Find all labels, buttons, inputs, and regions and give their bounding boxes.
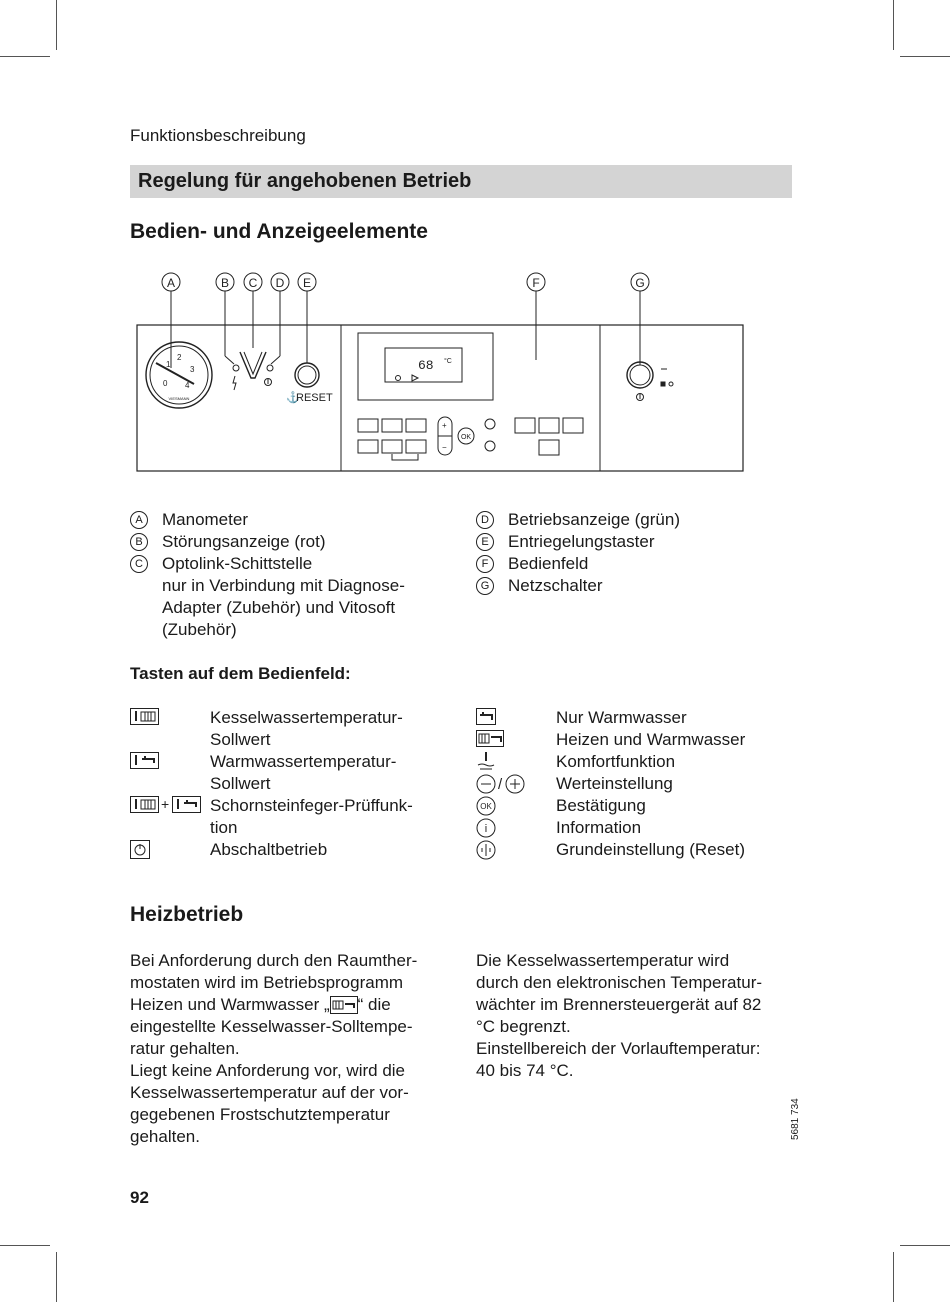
svg-text:G: G — [635, 276, 645, 290]
crop-mark — [900, 1245, 950, 1246]
svg-text:4: 4 — [185, 381, 190, 390]
legend-item-f: F Bedienfeld — [476, 553, 796, 575]
key-row-standby: Abschaltbetrieb — [130, 839, 460, 861]
legend-left — [130, 509, 460, 641]
heating-heading: Heizbetrieb — [130, 903, 244, 926]
key-row-comfort: Komfortfunktion — [476, 751, 806, 773]
svg-text:VIESMANN: VIESMANN — [168, 396, 190, 401]
svg-text:C: C — [248, 276, 258, 290]
heating-dhw-inline-icon — [330, 996, 358, 1014]
legend-item-a: A Manometer — [130, 509, 460, 531]
keys-left — [130, 707, 460, 861]
legend-item-e: E Entriegelungstaster — [476, 531, 796, 553]
chapter-banner — [130, 165, 792, 198]
main-switch-shape — [627, 362, 673, 401]
svg-text:2: 2 — [177, 353, 182, 362]
keys-right — [476, 707, 806, 861]
svg-text:OK: OK — [480, 802, 492, 811]
svg-text:⚓: ⚓ — [286, 392, 300, 404]
svg-text:°C: °C — [444, 358, 452, 365]
svg-text:/: / — [498, 776, 503, 793]
legend-item-d: D Betriebsanzeige (grün) — [476, 509, 796, 531]
chimney-test-icon — [130, 795, 202, 819]
section-title: Funktionsbeschreibung — [130, 126, 306, 145]
svg-text:+: + — [442, 421, 447, 430]
control-panel-diagram — [130, 268, 750, 478]
crop-mark — [56, 0, 57, 50]
svg-text:F: F — [532, 276, 540, 290]
crop-mark — [900, 56, 950, 57]
callout-e — [298, 273, 316, 291]
key-row-reset: Grundeinstellung (Reset) — [476, 839, 806, 861]
crop-mark — [0, 1245, 50, 1246]
inline-icon-line: Heizen und Warmwasser „ “ die — [130, 995, 391, 1014]
key-row-ok: OK Bestätigung — [476, 795, 806, 817]
reset-button-shape — [286, 363, 333, 404]
callout-c — [244, 273, 262, 291]
svg-text:B: B — [220, 276, 230, 290]
page-number: 92 — [130, 1188, 149, 1207]
key-row-boiler-temp: Kesselwassertemperatur- Sollwert — [130, 707, 460, 751]
key-row-minus-plus: / Werteinstellung — [476, 773, 806, 795]
svg-text:D: D — [275, 276, 285, 290]
callout-b — [216, 273, 234, 291]
crop-mark — [893, 1252, 894, 1302]
crop-mark — [893, 0, 894, 50]
document-number: 5681 734 — [790, 1098, 801, 1140]
key-row-heating-dhw: Heizen und Warmwasser — [476, 729, 806, 751]
callout-a — [162, 273, 180, 291]
callout-f — [527, 273, 545, 291]
legend-right — [476, 509, 796, 597]
svg-text:OK: OK — [460, 434, 472, 441]
svg-text:+: + — [161, 796, 170, 812]
heating-text-left: Bei Anforderung durch den Raumther- mostaten wird im Betriebsprogramm Heizen und Warmwasser „ “ die eingestellte Kesselwasser-Solltempe- ratur gehalten. Liegt keine Anforderung vor, wird die Kesselwassertemperatur auf der vor- gegebenen Frostschutztemperatur gehalten. — [130, 950, 460, 1148]
heating-text-right: Die Kesselwassertemperatur wird durch den elektronischen Temperatur- wächter im Brennersteuergerät auf 82 °C begrenzt. Einstellbereich der Vorlauftemperatur: 40 bis 74 °C. — [476, 951, 763, 1080]
dhw-temp-icon — [130, 751, 160, 775]
svg-text:i: i — [484, 823, 488, 835]
key-row-chimney-test: + Schornsteinfeger-Prüffunk- tion — [130, 795, 460, 839]
key-row-info: i Information — [476, 817, 806, 839]
svg-text:3: 3 — [190, 365, 195, 374]
svg-text:A: A — [166, 276, 176, 290]
chapter-title: Regelung für angehobenen Betrieb — [138, 170, 472, 192]
controls-heading: Bedien- und Anzeigeelemente — [130, 220, 428, 243]
legend-item-g: G Netzschalter — [476, 575, 796, 597]
key-row-dhw-only: Nur Warmwasser — [476, 707, 806, 729]
svg-text:0: 0 — [163, 379, 168, 388]
boiler-temp-icon — [130, 707, 160, 731]
legend-item-c: C Optolink-Schittstelle nur in Verbindung mit Diagnose- Adapter (Zubehör) und Vitosoft (Zubehör) — [130, 553, 460, 641]
keys-heading: Tasten auf dem Bedienfeld: — [130, 664, 351, 683]
reset-icon — [476, 839, 498, 867]
svg-text:68: 68 — [418, 358, 434, 373]
svg-text:1: 1 — [166, 360, 171, 369]
legend-item-b: B Störungsanzeige (rot) — [130, 531, 460, 553]
svg-text:−: − — [442, 443, 447, 452]
key-row-dhw-temp: Warmwassertemperatur- Sollwert — [130, 751, 460, 795]
callout-g — [631, 273, 649, 291]
manometer-gauge — [146, 342, 212, 408]
svg-text:RESET: RESET — [296, 392, 333, 404]
standby-icon — [130, 839, 152, 865]
crop-mark — [56, 1252, 57, 1302]
callout-d — [271, 273, 289, 291]
svg-text:E: E — [302, 276, 312, 290]
crop-mark — [0, 56, 50, 57]
